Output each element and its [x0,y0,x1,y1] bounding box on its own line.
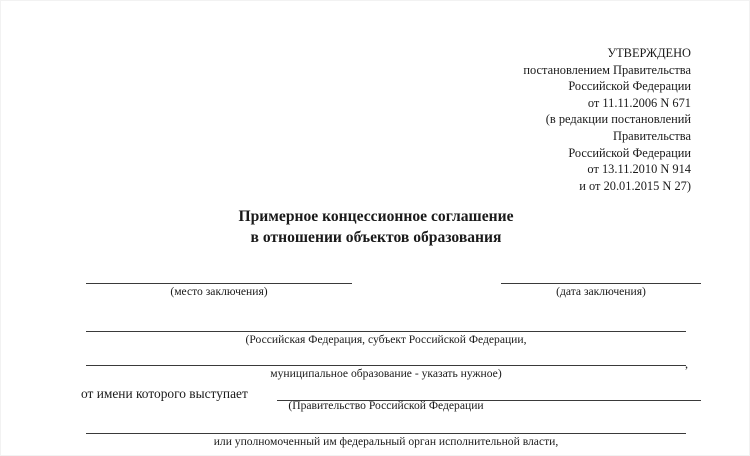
approval-block [391,45,691,194]
party-name-caption-2: муниципальное образование - указать нужное) [270,367,502,380]
party-trailing-comma: , [685,357,689,371]
approval-line-8: от 13.11.2010 N 914 [587,162,691,177]
approval-line-4: от 11.11.2006 N 671 [587,95,691,110]
date-of-conclusion-rule [501,283,701,284]
party-name-caption-1: (Российская Федерация, субъект Российской Федерации, [245,333,527,346]
approval-line-3: Российской Федерации [568,79,691,94]
approval-line-2: постановлением Правительства [523,62,691,77]
government-caption: (Правительство Российской Федерации [288,399,484,412]
place-of-conclusion-rule [86,283,352,284]
party-name-rule-1 [86,331,686,332]
acting-on-behalf-label: от имени которого выступает [81,386,248,401]
authority-rule [86,433,686,434]
approval-line-6: Правительства [613,128,691,143]
authority-caption: или уполномоченный им федеральный орган исполнительной власти, [213,435,559,448]
approval-line-5: (в редакции постановлений [545,112,691,127]
party-name-rule-2 [86,365,686,366]
page-title-line-2: в отношении объектов образования [250,229,502,246]
approval-line-1: УТВЕРЖДЕНО [607,46,691,60]
page-title-line-1: Примерное концессионное соглашение [238,208,514,225]
approval-line-9: и от 20.01.2015 N 27) [579,178,691,193]
place-of-conclusion-caption: (место заключения) [170,285,268,298]
approval-line-7: Российской Федерации [568,145,691,160]
date-of-conclusion-caption: (дата заключения) [556,285,646,298]
page-title [1,206,750,248]
